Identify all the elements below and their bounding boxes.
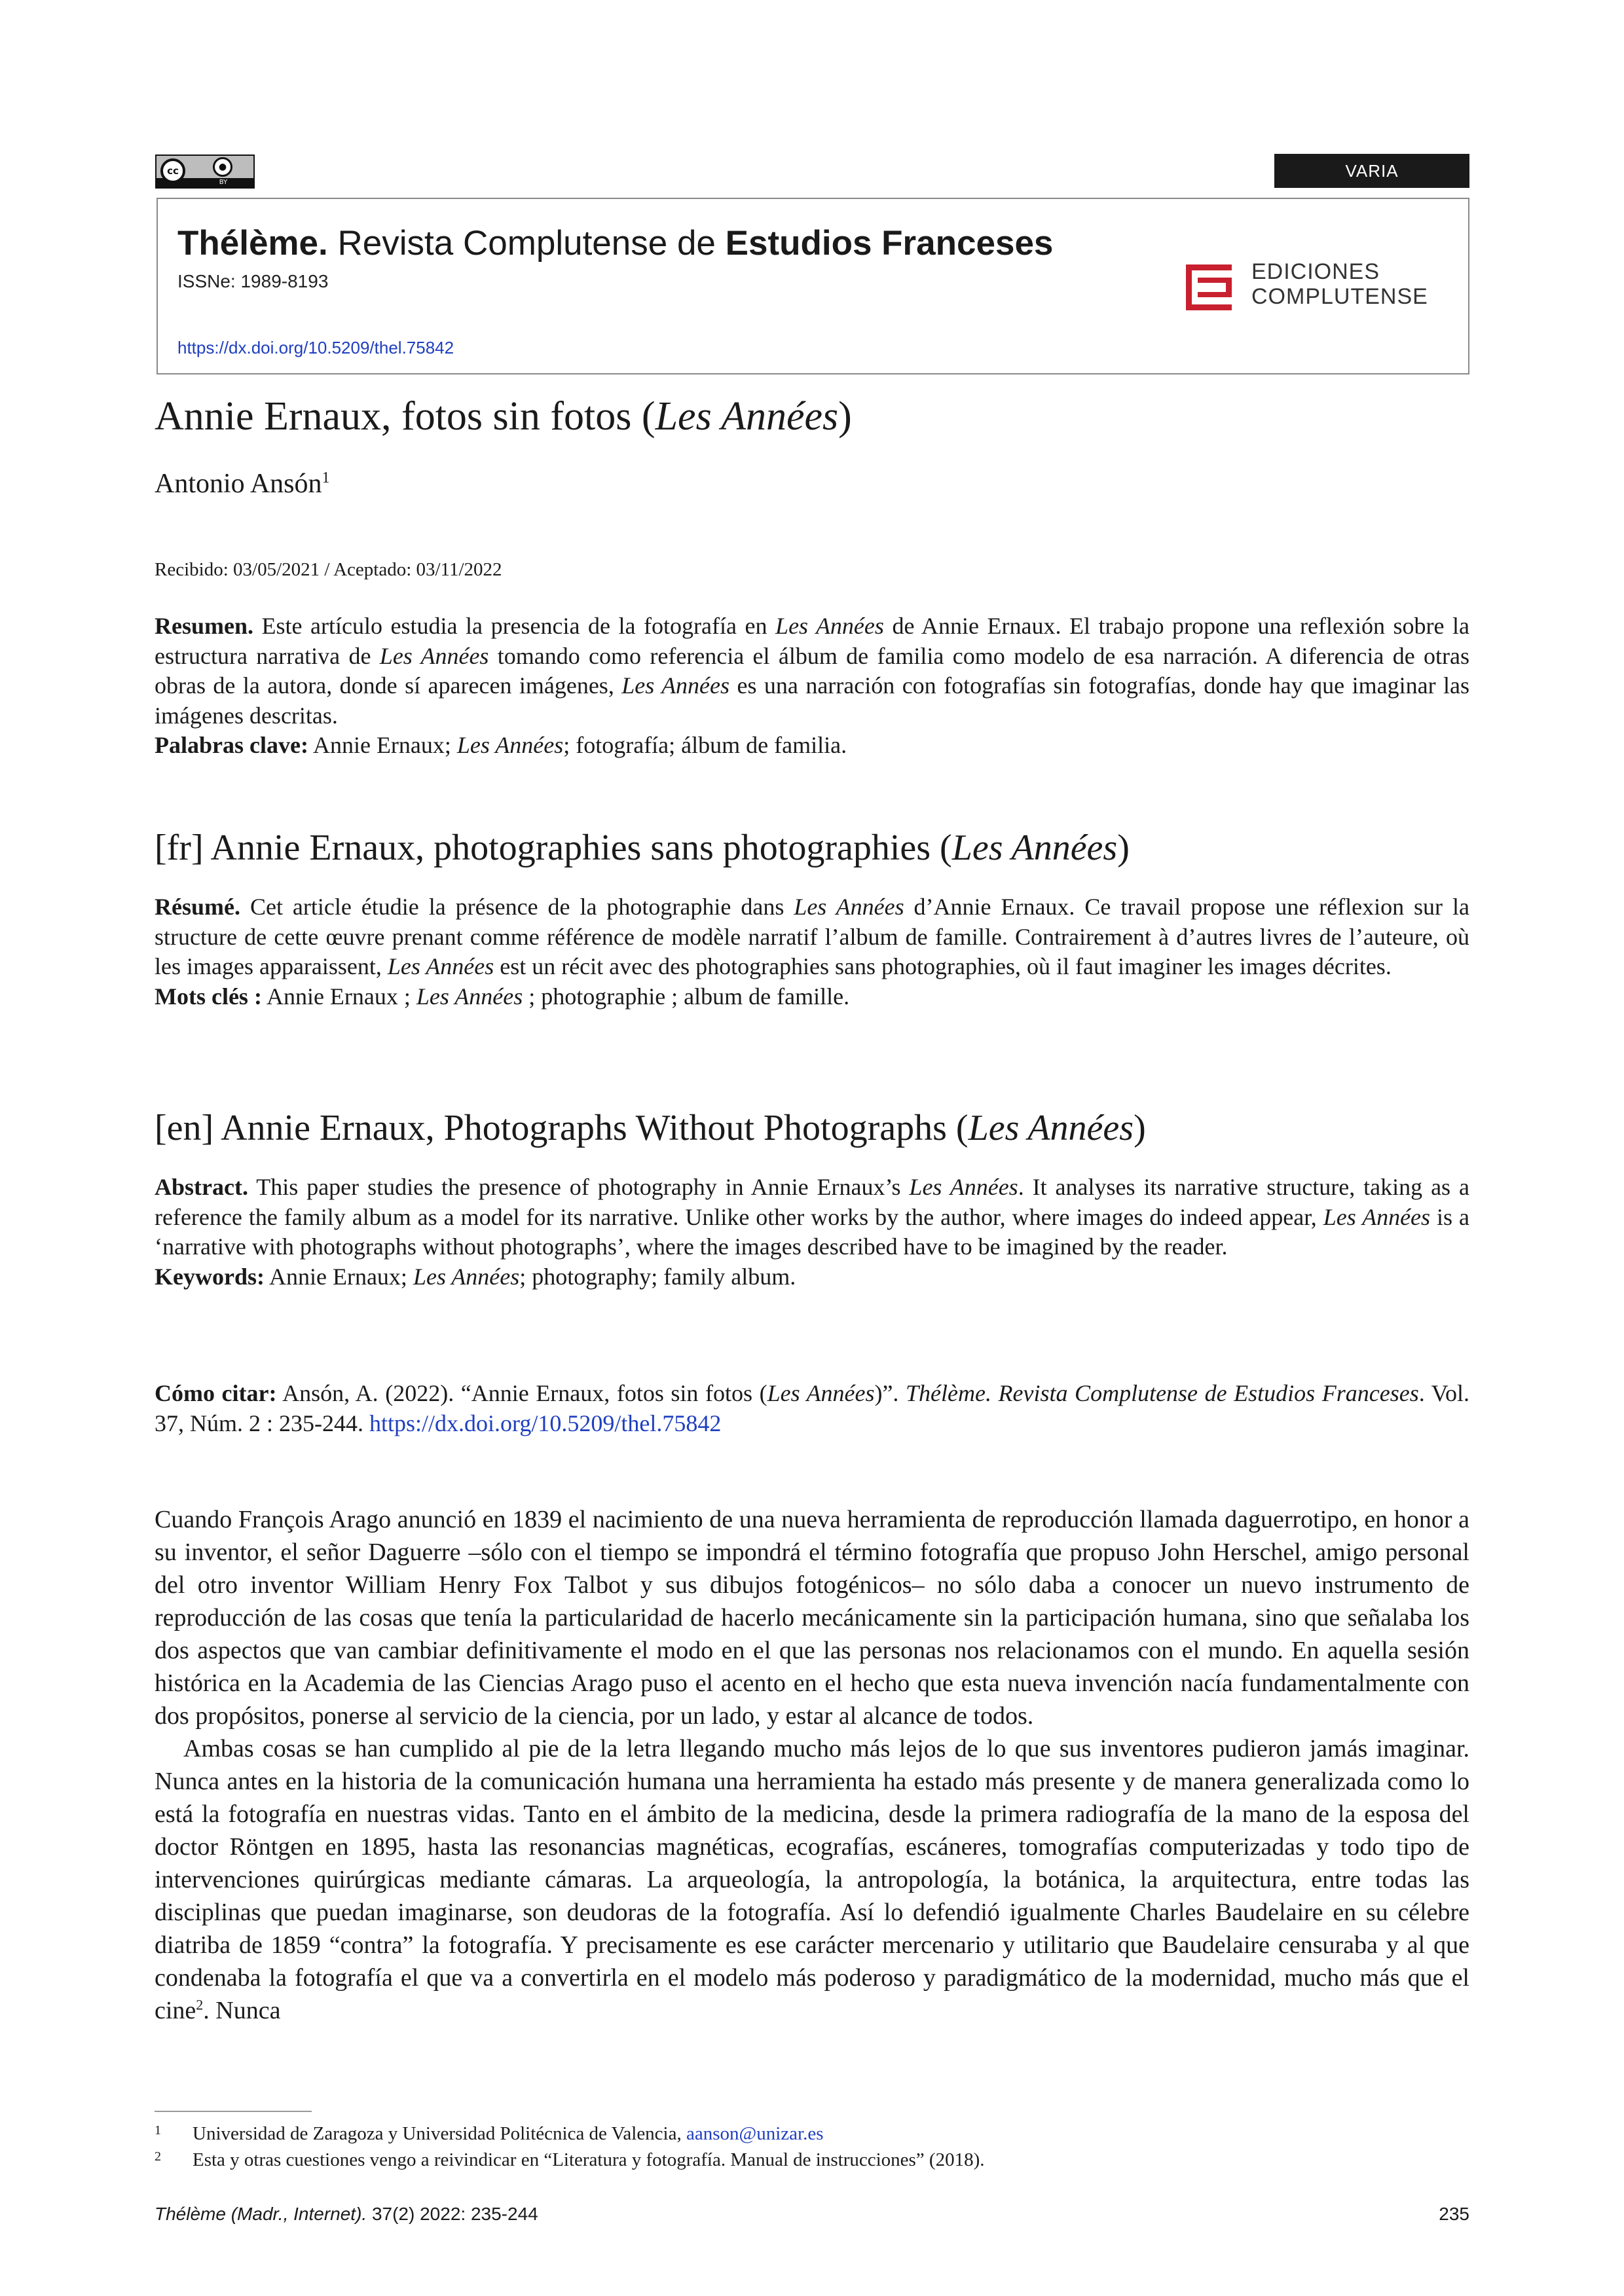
keywords-es: Palabras clave: Annie Ernaux; Les Années; fotografía; álbum de familia. <box>155 732 847 758</box>
attribution-person-icon: ● <box>213 157 232 177</box>
running-footer: Thélème (Madr., Internet). 37(2) 2022: 235-244 <box>155 2204 538 2224</box>
page-number: 235 <box>1439 2204 1469 2224</box>
abstract-fr-text: Résumé. Cet article étudie la présence de la photographie dans Les Années d’Annie Ernaux. Ce travail propose une réflexion sur la structure de cette œuvre prenant comme référence de modèle narratif l’album de famille. Contrairement à d’autres livres de l’auteure, où les images apparaissent, Les Années est un récit avec des photographies sans photographies, où il faut imaginer les images décrites. <box>155 894 1469 979</box>
publisher-name: EDICIONES COMPLUTENSE <box>1251 259 1428 309</box>
section-tag: VARIA <box>1274 154 1469 188</box>
cc-icon: cc <box>160 158 185 183</box>
journal-header-box <box>157 198 1469 374</box>
how-to-cite: Cómo citar: Ansón, A. (2022). “Annie Ernaux, fotos sin fotos (Les Années)”. Thélème. Revista Complutense de Estudios Franceses. Vol. 37, Núm. 2 : 235-244. https://dx.doi.org/10.5209/thel.75842 <box>155 1380 1469 1436</box>
abstract-fr <box>155 892 1469 1011</box>
footnote-ref[interactable]: 1 <box>322 469 330 486</box>
author-email-link[interactable]: aanson@unizar.es <box>686 2123 824 2144</box>
abstract-en <box>155 1173 1469 1292</box>
footnote-ref[interactable]: 2 <box>196 1996 204 2013</box>
journal-title: Thélème. Revista Complutense de Estudios Franceses <box>177 224 1054 263</box>
ediciones-complutense-logo-icon <box>1186 264 1232 310</box>
keywords-fr: Mots clés : Annie Ernaux ; Les Années ; photographie ; album de famille. <box>155 983 850 1010</box>
license-badge-label: BY <box>219 179 228 186</box>
abstract-es <box>155 611 1469 761</box>
doi-link[interactable]: https://dx.doi.org/10.5209/thel.75842 <box>177 338 454 357</box>
heading-fr: [fr] Annie Ernaux, photographies sans photographies (Les Années) <box>155 828 1130 868</box>
footnote-2: 2 Esta y otras cuestiones vengo a reivindicar en “Literatura y fotografía. Manual de instrucciones” (2018). <box>155 2149 985 2170</box>
footnote-divider <box>155 2111 312 2112</box>
issn: ISSNe: 1989-8193 <box>177 271 329 291</box>
footnote-1: 1 Universidad de Zaragoza y Universidad Politécnica de Valencia, aanson@unizar.es <box>155 2123 824 2144</box>
article-title: Annie Ernaux, fotos sin fotos (Les Années) <box>155 394 852 439</box>
body-paragraph-1: Cuando François Arago anunció en 1839 el nacimiento de una nueva herramienta de reproducción llamada daguerrotipo, en honor a su inventor, el señor Daguerre –sólo con el tiempo se impondrá el término fotografía que propuso John Herschel, amigo personal del otro inventor William Henry Fox Talbot y sus dibujos fotogénicos– no sólo daba a conocer un nuevo instrumento de reproducción de las cosas que tenía la particularidad de hacerlo mecánicamente sin la participación humana, sino que señalaba los dos aspectos que van cambiar definitivamente el modo en el que las personas nos relacionamos con el mundo. En aquella sesión histórica en la Academia de las Ciencias Arago puso el acento en el hecho que esta nueva invención nacía fundamentalmente con dos propósitos, ponerse al servicio de la ciencia, por un lado, y estar al alcance de todos. <box>155 1506 1469 1730</box>
body-paragraph-2: Ambas cosas se han cumplido al pie de la letra llegando mucho más lejos de lo que sus inventores pudieron jamás imaginar. Nunca antes en la historia de la comunicación humana una herramienta ha estado más presente y de manera generalizada como lo está la fotografía en nuestras vidas. Tanto en el ámbito de la medicina, desde la primera radiografía de la mano de la esposa del doctor Röntgen en 1895, hasta las resonancias magnéticas, ecografías, escáneres, tomografías computerizadas y todo tipo de intervenciones quirúrgicas mediante cámaras. La arqueología, la antropología, la botánica, la arquitectura, entre todas las disciplinas que puedan imaginarse, son deudoras de la fotografía. Así lo defendió igualmente Charles Baudelaire en su célebre diatriba de 1859 “contra” la fotografía. Y precisamente es ese carácter mercenario y utilitario que Baudelaire censuraba y al que condenaba la fotografía el que va a convertirla en el modelo más poderoso y paradigmático de la modernidad, mucho más que el cine$^2$. Nunca <box>155 1735 1469 2024</box>
author: Antonio Ansón$^1$ <box>155 469 330 499</box>
heading-en: [en] Annie Ernaux, Photographs Without Photographs (Les Années) <box>155 1108 1146 1148</box>
abstract-en-text: Abstract. This paper studies the presence of photography in Annie Ernaux’s Les Années. It analyses its narrative structure, taking as a reference the family album as a model for its narrative. Unlike other works by the author, where images do indeed appear, Les Années is a ‘narrative with photographs without photographs’, where the images described have to be imagined by the reader. <box>155 1174 1469 1260</box>
received-accepted-dates: Recibido: 03/05/2021 / Aceptado: 03/11/2022 <box>155 559 502 580</box>
article-body <box>155 1503 1469 2027</box>
keywords-en: Keywords: Annie Ernaux; Les Années; photography; family album. <box>155 1263 796 1290</box>
cc-by-license-badge <box>155 155 255 189</box>
abstract-es-text: Resumen. Este artículo estudia la presencia de la fotografía en Les Années de Annie Ernaux. El trabajo propone una reflexión sobre la estructura narrativa de Les Années tomando como referencia el álbum de familia como modelo de esa narración. A diferencia de otras obras de la autora, donde sí aparecen imágenes, Les Années es una narración con fotografías sin fotografías, donde hay que imaginar las imágenes descritas. <box>155 613 1469 729</box>
citation-doi-link[interactable]: https://dx.doi.org/10.5209/thel.75842 <box>369 1410 722 1436</box>
